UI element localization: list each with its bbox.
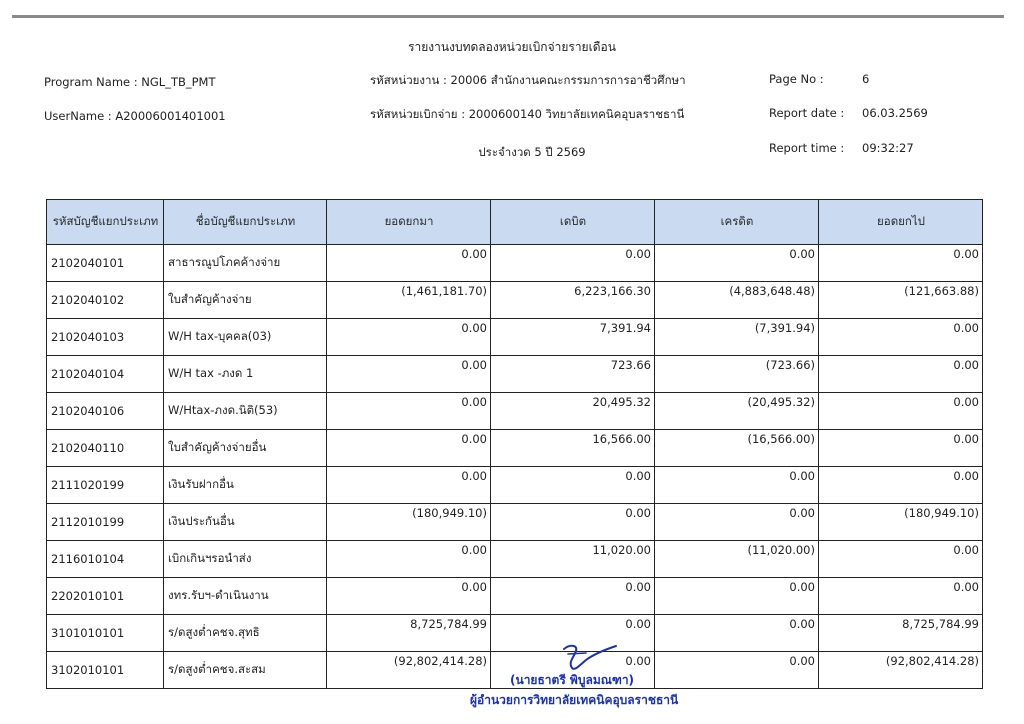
debit-cell: 7,391.94: [491, 319, 655, 356]
credit-cell: 0.00: [655, 652, 819, 689]
table-row: [47, 467, 983, 504]
debit-cell: 6,223,166.30: [491, 282, 655, 319]
credit-cell: (11,020.00): [655, 541, 819, 578]
credit-cell: (7,391.94): [655, 319, 819, 356]
signatory-position: ผู้อำนวยการวิทยาลัยเทคนิคอุบลราชธานี: [470, 693, 679, 707]
closing-balance-cell: (180,949.10): [819, 504, 983, 541]
table-row: [47, 578, 983, 615]
account-name-cell: เบิกเกินฯรอนำส่ง: [164, 541, 327, 578]
account-name-cell: ร/ดสูงต่ำคชจ.สุทธิ: [164, 615, 327, 652]
credit-cell: 0.00: [655, 615, 819, 652]
opening-balance-cell: 0.00: [327, 430, 491, 467]
closing-balance-cell: 0.00: [819, 245, 983, 282]
header-closing-balance: ยอดยกไป: [819, 200, 983, 245]
account-name-cell: งทร.รับฯ-ดำเนินงาน: [164, 578, 327, 615]
account-name-cell: ใบสำคัญค้างจ่ายอื่น: [164, 430, 327, 467]
report-date-label: Report date :: [769, 106, 845, 120]
debit-cell: 0.00: [491, 467, 655, 504]
debit-cell: 0.00: [491, 652, 655, 689]
account-code-cell: 3102010101: [47, 652, 164, 689]
disbursing-unit: รหัสหน่วยเบิกจ่าย : 2000600140 วิทยาลัยเทคนิคอุบลราชธานี: [370, 107, 685, 121]
opening-balance-cell: 0.00: [327, 578, 491, 615]
table-row: [47, 393, 983, 430]
closing-balance-cell: 0.00: [819, 541, 983, 578]
debit-cell: 0.00: [491, 504, 655, 541]
report-period: ประจำงวด 5 ปี 2569: [478, 145, 586, 159]
opening-balance-cell: 0.00: [327, 319, 491, 356]
header-opening-balance: ยอดยกมา: [327, 200, 491, 245]
closing-balance-cell: (92,802,414.28): [819, 652, 983, 689]
table-row: [47, 430, 983, 467]
top-rule: [12, 15, 1004, 18]
table-row: [47, 504, 983, 541]
account-name-cell: สาธารณูปโภคค้างจ่าย: [164, 245, 327, 282]
opening-balance-cell: (92,802,414.28): [327, 652, 491, 689]
report-date: 06.03.2569: [862, 106, 928, 120]
opening-balance-cell: (1,461,181.70): [327, 282, 491, 319]
opening-balance-cell: 0.00: [327, 393, 491, 430]
header-account-code: รหัสบัญชีแยกประเภท: [47, 200, 164, 245]
account-code-cell: 2202010101: [47, 578, 164, 615]
credit-cell: (4,883,648.48): [655, 282, 819, 319]
program-name: Program Name : NGL_TB_PMT: [44, 75, 216, 89]
table-row: [47, 356, 983, 393]
table-row: [47, 245, 983, 282]
closing-balance-cell: 0.00: [819, 467, 983, 504]
account-code-cell: 2102040106: [47, 393, 164, 430]
report-time-label: Report time :: [769, 141, 845, 155]
debit-cell: 0.00: [491, 578, 655, 615]
credit-cell: 0.00: [655, 578, 819, 615]
account-code-cell: 3101010101: [47, 615, 164, 652]
debit-cell: 0.00: [491, 615, 655, 652]
header-account-name: ชื่อบัญชีแยกประเภท: [164, 200, 327, 245]
closing-balance-cell: (121,663.88): [819, 282, 983, 319]
opening-balance-cell: (180,949.10): [327, 504, 491, 541]
table-header-row: [47, 200, 983, 245]
account-name-cell: ร/ดสูงต่ำคชจ.สะสม: [164, 652, 327, 689]
debit-cell: 723.66: [491, 356, 655, 393]
opening-balance-cell: 0.00: [327, 245, 491, 282]
credit-cell: 0.00: [655, 245, 819, 282]
table-row: [47, 541, 983, 578]
header-debit: เดบิต: [491, 200, 655, 245]
user-name: UserName : A20006001401001: [44, 109, 226, 123]
opening-balance-cell: 0.00: [327, 467, 491, 504]
account-name-cell: W/H tax-บุคคล(03): [164, 319, 327, 356]
account-name-cell: เงินรับฝากอื่น: [164, 467, 327, 504]
signature-mark: [556, 640, 620, 674]
page-no-label: Page No :: [769, 72, 824, 86]
closing-balance-cell: 0.00: [819, 356, 983, 393]
closing-balance-cell: 0.00: [819, 319, 983, 356]
table-row: [47, 615, 983, 652]
opening-balance-cell: 0.00: [327, 541, 491, 578]
debit-cell: 11,020.00: [491, 541, 655, 578]
account-code-cell: 2116010104: [47, 541, 164, 578]
account-code-cell: 2102040102: [47, 282, 164, 319]
table-row: [47, 282, 983, 319]
trial-balance-table: [46, 199, 983, 689]
report-time: 09:32:27: [862, 141, 914, 155]
account-code-cell: 2111020199: [47, 467, 164, 504]
credit-cell: (20,495.32): [655, 393, 819, 430]
account-name-cell: เงินประกันอื่น: [164, 504, 327, 541]
credit-cell: 0.00: [655, 504, 819, 541]
page-no: 6: [862, 72, 870, 86]
account-name-cell: ใบสำคัญค้างจ่าย: [164, 282, 327, 319]
account-code-cell: 2102040110: [47, 430, 164, 467]
account-code-cell: 2112010199: [47, 504, 164, 541]
debit-cell: 16,566.00: [491, 430, 655, 467]
signatory-name: (นายธาตรี พิบูลมณฑา): [510, 673, 635, 687]
debit-cell: 0.00: [491, 245, 655, 282]
agency-code: รหัสหน่วยงาน : 20006 สำนักงานคณะกรรมการการอาชีวศึกษา: [370, 73, 686, 87]
account-code-cell: 2102040104: [47, 356, 164, 393]
account-name-cell: W/H tax -ภงด 1: [164, 356, 327, 393]
credit-cell: (723.66): [655, 356, 819, 393]
closing-balance-cell: 0.00: [819, 393, 983, 430]
account-code-cell: 2102040103: [47, 319, 164, 356]
credit-cell: 0.00: [655, 467, 819, 504]
header-credit: เครดิต: [655, 200, 819, 245]
opening-balance-cell: 0.00: [327, 356, 491, 393]
debit-cell: 20,495.32: [491, 393, 655, 430]
account-name-cell: W/Htax-ภงด.นิติ(53): [164, 393, 327, 430]
closing-balance-cell: 0.00: [819, 578, 983, 615]
credit-cell: (16,566.00): [655, 430, 819, 467]
table-row: [47, 319, 983, 356]
report-title: รายงานงบทดลองหน่วยเบิกจ่ายรายเดือน: [408, 40, 616, 54]
closing-balance-cell: 0.00: [819, 430, 983, 467]
closing-balance-cell: 8,725,784.99: [819, 615, 983, 652]
opening-balance-cell: 8,725,784.99: [327, 615, 491, 652]
account-code-cell: 2102040101: [47, 245, 164, 282]
